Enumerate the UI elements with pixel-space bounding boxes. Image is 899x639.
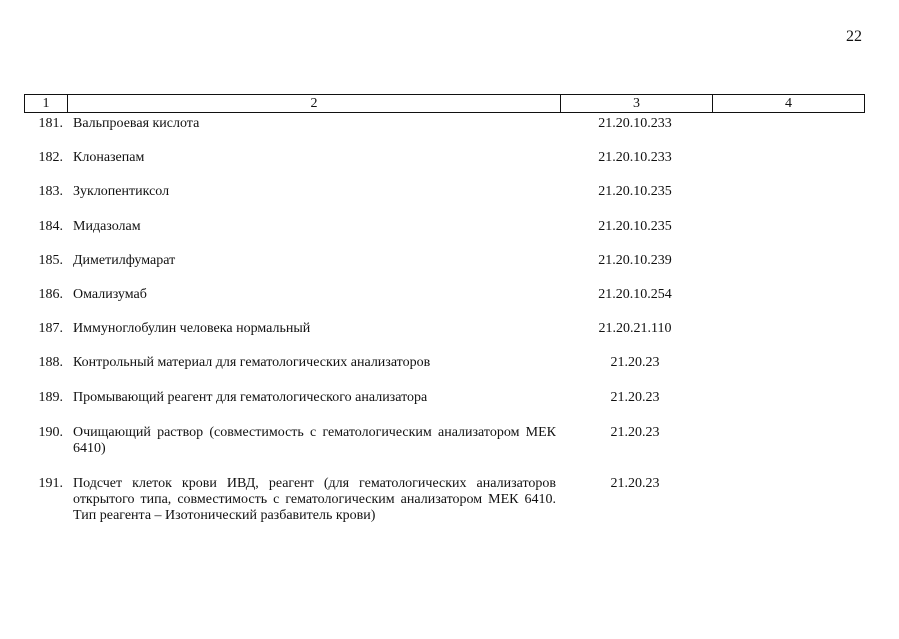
row-name: Промывающий реагент для гематологического анализатора xyxy=(73,390,428,405)
row-number: 188. xyxy=(38,355,63,370)
row-number: 184. xyxy=(38,219,63,234)
row-number: 185. xyxy=(38,253,63,268)
row-number: 187. xyxy=(38,321,63,336)
row-number: 189. xyxy=(38,390,63,405)
row-name: Мидазолам xyxy=(73,219,141,234)
row-name: Клоназепам xyxy=(73,150,145,165)
row-code: 21.20.23 xyxy=(610,390,660,405)
row-code: 21.20.10.233 xyxy=(598,150,672,165)
row-name: Контрольный материал для гематологических анализаторов xyxy=(73,355,431,370)
row-number: 191. xyxy=(38,476,63,491)
column-header-1: 1 xyxy=(25,95,68,112)
row-code: 21.20.10.235 xyxy=(598,184,672,199)
row-code: 21.20.23 xyxy=(610,425,660,440)
row-number: 182. xyxy=(38,150,63,165)
row-name: Очищающий раствор (совместимость с гематологическим анализатором МЕК 6410) xyxy=(73,425,556,456)
row-code: 21.20.10.233 xyxy=(598,116,672,131)
row-code: 21.20.21.110 xyxy=(598,321,672,336)
row-name: Омализумаб xyxy=(73,287,147,302)
row-code: 21.20.23 xyxy=(610,355,660,370)
row-name: Иммуноглобулин человека нормальный xyxy=(73,321,311,336)
row-code: 21.20.10.239 xyxy=(598,253,672,268)
row-number: 186. xyxy=(38,287,63,302)
row-name: Диметилфумарат xyxy=(73,253,176,268)
row-name: Вальпроевая кислота xyxy=(73,116,200,131)
row-code: 21.20.23 xyxy=(610,476,660,491)
page-number: 22 xyxy=(846,28,862,45)
row-code: 21.20.10.235 xyxy=(598,219,672,234)
column-header-2: 2 xyxy=(68,95,561,112)
row-number: 183. xyxy=(38,184,63,199)
row-code: 21.20.10.254 xyxy=(598,287,672,302)
row-name: Подсчет клеток крови ИВД, реагент (для гематологических анализаторов открытого типа, совместимость с гематологическим анализатором МЕК 6410. Тип реагента – Изотонический разбавитель крови) xyxy=(73,476,556,523)
column-header-3: 3 xyxy=(561,95,713,112)
row-name: Зуклопентиксол xyxy=(73,184,170,199)
column-header-4: 4 xyxy=(785,96,792,111)
row-number: 190. xyxy=(38,425,63,440)
row-number: 181. xyxy=(38,116,63,131)
